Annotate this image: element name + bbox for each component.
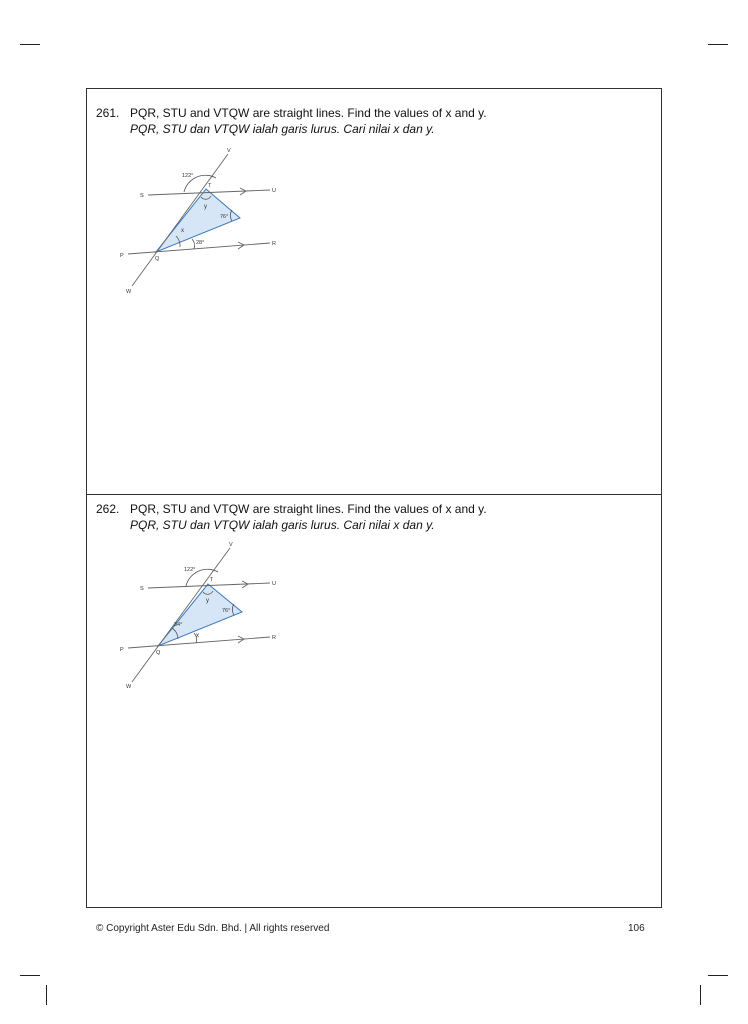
point-label-q: Q [155,256,160,262]
point-label-v: V [229,542,233,548]
line-pqr [128,637,270,648]
shaded-triangle [158,584,242,646]
footer-copyright: © Copyright Aster Edu Sdn. Bhd. | All rights reserved [96,923,330,934]
point-label-u: U [272,581,276,587]
point-label-q: Q [156,650,161,656]
crop-mark-bottom-right-vertical [700,985,701,1005]
question-text-english: PQR, STU and VTQW are straight lines. Find the values of x and y. [130,106,487,120]
crop-mark-top-left [20,44,40,45]
question-text-malay: PQR, STU dan VTQW ialah garis lurus. Cari nilai x dan y. [130,122,435,136]
angle-label-top: 122° [184,567,196,573]
variable-label-x: x [181,228,184,234]
crop-mark-bottom-right [708,975,728,976]
geometry-figure [110,540,290,690]
variable-label-y: y [206,598,209,604]
question-number: 261. [96,106,120,120]
point-label-s: S [140,586,144,592]
question-text-malay: PQR, STU dan VTQW ialah garis lurus. Cari nilai x dan y. [130,518,435,532]
angle-label-lower: 34° [174,622,183,628]
question-text-english: PQR, STU and VTQW are straight lines. Find the values of x and y. [130,502,487,516]
geometry-figure [110,146,290,296]
footer-page-number: 106 [628,923,645,934]
angle-label-triangle: 76° [220,214,229,220]
point-label-r: R [272,241,276,247]
variable-label-x: x [196,633,199,639]
point-label-p: P [120,647,124,653]
crop-mark-bottom-left [20,975,40,976]
question-number: 262. [96,502,120,516]
variable-label-y: y [204,204,207,210]
point-label-w: W [126,684,132,690]
crop-mark-top-right [708,44,728,45]
question-262 [86,494,662,908]
point-label-s: S [140,193,144,199]
crop-mark-bottom-left-vertical [46,985,47,1005]
angle-label-lower: 28° [196,240,205,246]
point-label-t: T [208,183,212,189]
point-label-u: U [272,188,276,194]
point-label-v: V [227,148,231,154]
point-label-r: R [272,635,276,641]
angle-label-top: 122° [182,173,194,179]
angle-arc-lower [192,239,195,249]
point-label-t: T [210,577,214,583]
angle-label-triangle: 76° [222,608,231,614]
question-261 [86,88,662,494]
point-label-w: W [126,289,132,295]
point-label-p: P [120,253,124,259]
